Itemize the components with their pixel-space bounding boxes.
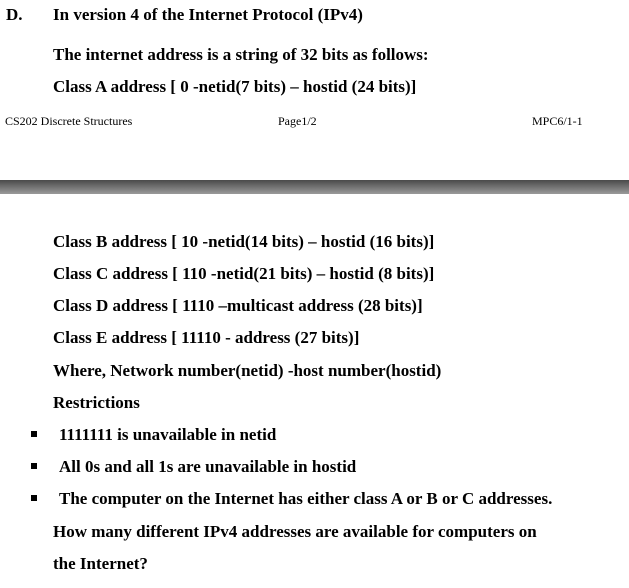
section-letter: D. bbox=[6, 5, 23, 24]
footer-course: CS202 Discrete Structures bbox=[5, 114, 133, 128]
footer-page-number: Page1/2 bbox=[278, 114, 317, 128]
text-line-class-e: Class E address [ 11110 - address (27 bits)] bbox=[53, 328, 360, 347]
bullet-item-hostid: All 0s and all 1s are unavailable in hostid bbox=[59, 457, 357, 476]
question-line-1: How many different IPv4 addresses are available for computers on bbox=[53, 522, 537, 541]
bullet-square-icon bbox=[31, 463, 37, 469]
text-line-class-a: Class A address [ 0 -netid(7 bits) – hostid (24 bits)] bbox=[53, 77, 417, 96]
bullet-square-icon bbox=[31, 495, 37, 501]
text-line-class-b: Class B address [ 10 -netid(14 bits) – hostid (16 bits)] bbox=[53, 232, 435, 251]
question-line-2: the Internet? bbox=[53, 554, 148, 573]
text-line-class-c: Class C address [ 110 -netid(21 bits) – hostid (8 bits)] bbox=[53, 264, 435, 283]
restrictions-heading: Restrictions bbox=[53, 393, 140, 412]
section-heading: In version 4 of the Internet Protocol (IPv4) bbox=[53, 5, 363, 24]
text-line-where: Where, Network number(netid) -host number(hostid) bbox=[53, 361, 442, 380]
page-separator bbox=[0, 180, 629, 194]
bullet-item-classes: The computer on the Internet has either class A or B or C addresses. bbox=[59, 489, 553, 508]
bullet-item-netid: 1111111 is unavailable in netid bbox=[59, 425, 277, 444]
text-line-intro: The internet address is a string of 32 bits as follows: bbox=[53, 45, 429, 64]
text-line-class-d: Class D address [ 1110 –multicast address (28 bits)] bbox=[53, 296, 423, 315]
footer-code: MPC6/1-1 bbox=[532, 114, 583, 128]
bullet-square-icon bbox=[31, 431, 37, 437]
